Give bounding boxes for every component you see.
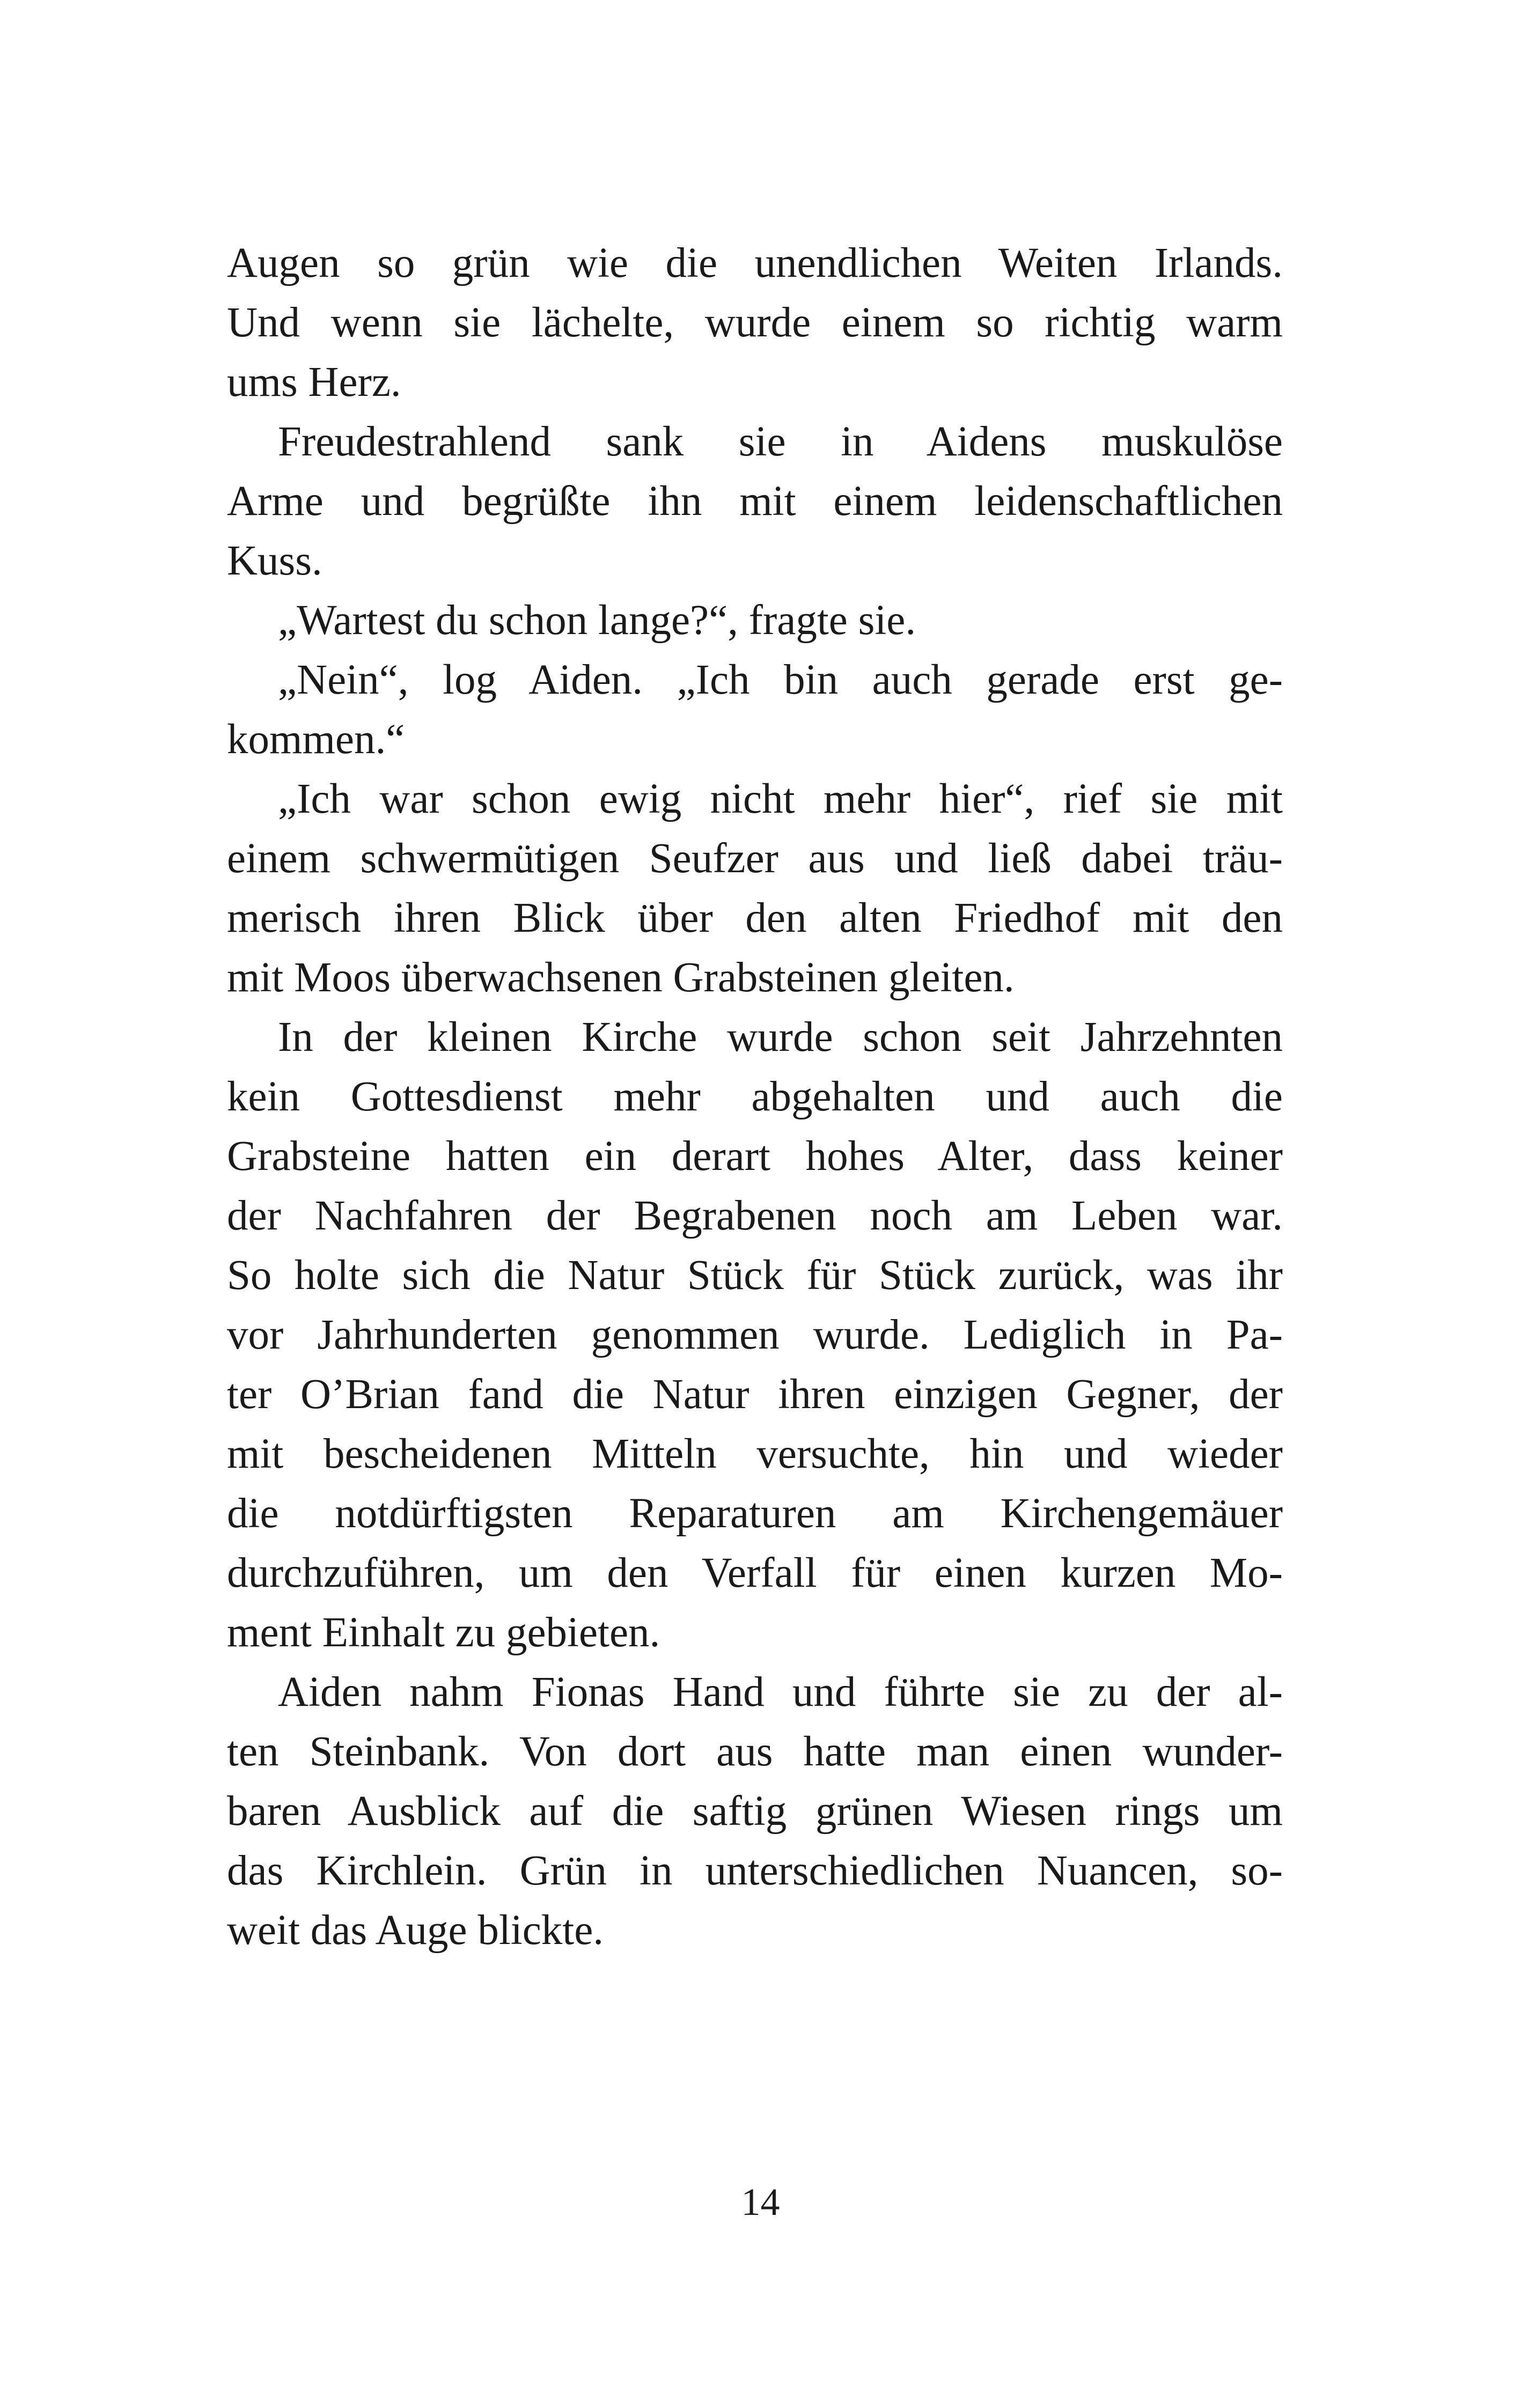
text-line: kein Gottesdienst mehr abgehalten und auch die (227, 1073, 1283, 1120)
text-line: baren Ausblick auf die saftig grünen Wiesen rings um (227, 1788, 1283, 1835)
text-line: der Nachfahren der Begrabenen noch am Leben war. (227, 1192, 1283, 1239)
text-line: die notdürftigsten Reparaturen am Kirchengemäuer (227, 1490, 1283, 1537)
text-line: ten Steinbank. Von dort aus hatte man einen wunder- (227, 1728, 1283, 1775)
paragraph (227, 1007, 1283, 1662)
text-line: ment Einhalt zu gebieten. (227, 1609, 660, 1656)
paragraph (227, 650, 1283, 769)
text-line: Und wenn sie lächelte, wurde einem so richtig warm (227, 299, 1283, 346)
text-line: mit bescheidenen Mitteln versuchte, hin und wieder (227, 1431, 1283, 1477)
text-line: weit das Auge blickte. (227, 1907, 604, 1954)
paragraph (227, 591, 1283, 650)
text-line: Grabsteine hatten ein derart hohes Alter, dass keiner (227, 1133, 1283, 1180)
paragraph (227, 233, 1283, 412)
text-line: So holte sich die Natur Stück für Stück zurück, was ihr (227, 1252, 1283, 1299)
text-line: Augen so grün wie die unendlichen Weiten Irlands. (227, 240, 1283, 286)
text-line: einem schwermütigen Seufzer aus und ließ dabei träu- (227, 835, 1283, 882)
text-line: merisch ihren Blick über den alten Friedhof mit den (227, 895, 1283, 941)
paragraph (227, 769, 1283, 1007)
paragraph (227, 412, 1283, 591)
text-line: mit Moos überwachsenen Grabsteinen gleiten. (227, 954, 1015, 1001)
text-line: ums Herz. (227, 359, 401, 406)
text-line: durchzuführen, um den Verfall für einen kurzen Mo- (227, 1550, 1283, 1596)
text-line: das Kirchlein. Grün in unterschiedlichen Nuancen, so- (227, 1847, 1283, 1894)
text-line: ter O’Brian fand die Natur ihren einzigen Gegner, der (227, 1371, 1283, 1418)
text-line: In der kleinen Kirche wurde schon seit Jahrzehnten (278, 1014, 1283, 1061)
text-line: Kuss. (227, 537, 322, 584)
text-line: Arme und begrüßte ihn mit einem leidenschaftlichen (227, 478, 1283, 525)
text-line: Freudestrahlend sank sie in Aidens muskulöse (278, 418, 1283, 465)
text-line: „Nein“, log Aiden. „Ich bin auch gerade erst ge- (278, 657, 1283, 703)
page-number: 14 (741, 2181, 780, 2223)
paragraph (227, 1662, 1283, 1960)
text-line: kommen.“ (227, 716, 405, 763)
text-line: Aiden nahm Fionas Hand und führte sie zu der al- (278, 1669, 1283, 1715)
text-line: „Wartest du schon lange?“, fragte sie. (278, 597, 916, 644)
text-line: vor Jahrhunderten genommen wurde. Lediglich in Pa- (227, 1312, 1283, 1358)
text-line: „Ich war schon ewig nicht mehr hier“, rief sie mit (278, 776, 1283, 822)
body-text (227, 233, 1283, 1960)
